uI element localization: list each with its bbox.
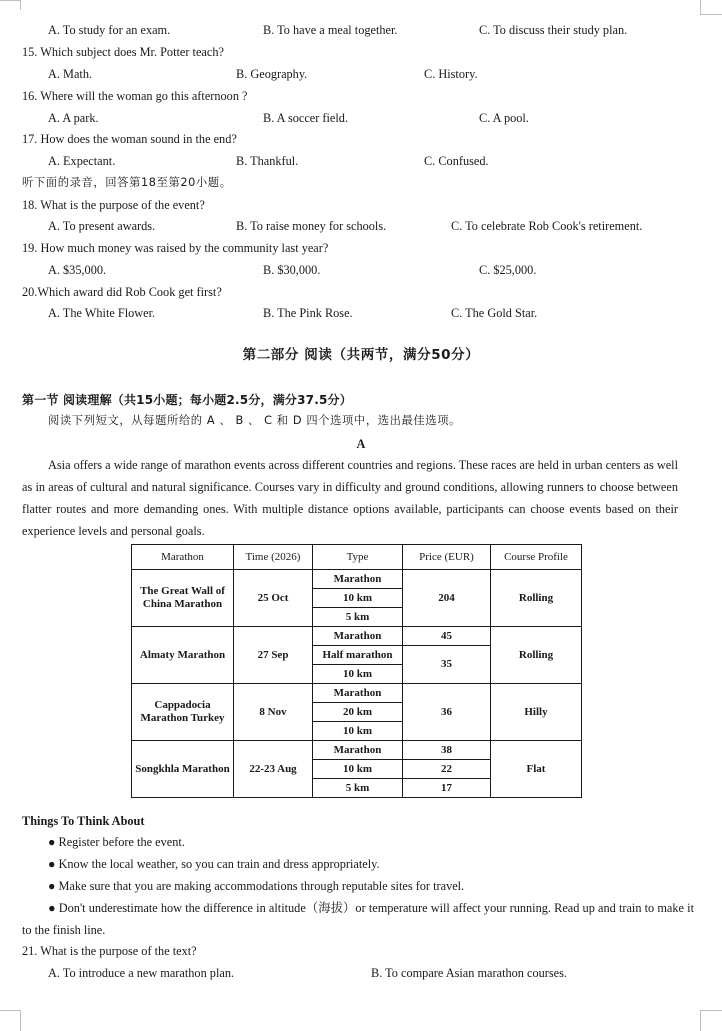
option-b[interactable]: B. To raise money for schools.: [236, 219, 387, 233]
table-row: [132, 570, 582, 589]
race-price: 45: [403, 627, 491, 646]
race-price: 204: [403, 570, 491, 627]
race-type: 10 km: [313, 760, 403, 779]
question-text: 16. Where will the woman go this afternoon ?: [22, 89, 248, 103]
option-c[interactable]: C. To celebrate Rob Cook's retirement.: [451, 219, 643, 233]
option-b[interactable]: B. A soccer field.: [263, 111, 349, 125]
race-type: 20 km: [313, 703, 403, 722]
passage-intro: [22, 454, 678, 542]
option-a[interactable]: A. To introduce a new marathon plan.: [48, 966, 235, 980]
column-header: Marathon: [132, 545, 234, 570]
option-c[interactable]: C. The Gold Star.: [451, 306, 538, 320]
option-c[interactable]: C. History.: [424, 67, 478, 81]
race-price: 38: [403, 741, 491, 760]
option-b[interactable]: B. Thankful.: [236, 154, 299, 168]
tips-title: Things To Think About: [22, 814, 145, 828]
passage-intro-text: Asia offers a wide range of marathon events across different countries and regions. These races are held in urban centers as well as in areas of cultural and natural significance. Courses vary in difficulty and ground conditions, allowing runners to choose between flatter routes and more demanding ones. With multiple distance options available, participants can choose events based on their experience levels and personal goals.: [22, 458, 678, 538]
option-a[interactable]: A. $35,000.: [48, 263, 107, 277]
marathon-name: Songkhla Marathon: [132, 741, 234, 798]
marathon-time: 8 Nov: [234, 684, 313, 741]
marathon-name: Almaty Marathon: [132, 627, 234, 684]
option-a[interactable]: A. To study for an exam.: [48, 23, 171, 37]
table-row: [132, 627, 582, 646]
crop-mark-bottom-right: [700, 1010, 701, 1031]
tip-item: [22, 897, 694, 941]
option-b[interactable]: B. $30,000.: [263, 263, 321, 277]
crop-mark-bottom-left: [0, 1010, 21, 1011]
instruction-text: 听下面的录音，回答第18至第20小题。: [22, 176, 232, 189]
crop-mark-top-left: [20, 0, 21, 10]
tip-item: ● Make sure that you are making accommodations through reputable sites for travel.: [48, 879, 465, 893]
crop-mark-top-right: [700, 14, 722, 15]
course-profile: Hilly: [491, 684, 582, 741]
crop-mark-top-left: [0, 0, 21, 1]
passage-label: A: [356, 437, 366, 451]
option-a[interactable]: A. Math.: [48, 67, 93, 81]
marathon-time: 22-23 Aug: [234, 741, 313, 798]
option-c[interactable]: C. $25,000.: [479, 263, 537, 277]
race-type: 10 km: [313, 722, 403, 741]
part-title: 第二部分 阅读（共两节，满分50分）: [242, 347, 480, 363]
crop-mark-bottom-right: [700, 1010, 722, 1011]
course-profile: Rolling: [491, 570, 582, 627]
race-type: Half marathon: [313, 646, 403, 665]
column-header: Course Profile: [491, 545, 582, 570]
option-b[interactable]: B. Geography.: [236, 67, 308, 81]
crop-mark-bottom-left: [20, 1010, 21, 1031]
question-text: 17. How does the woman sound in the end?: [22, 132, 237, 146]
column-header: Type: [313, 545, 403, 570]
marathon-time: 25 Oct: [234, 570, 313, 627]
race-type: 5 km: [313, 779, 403, 798]
race-price: 22: [403, 760, 491, 779]
option-a[interactable]: A. Expectant.: [48, 154, 116, 168]
race-type: Marathon: [313, 570, 403, 589]
race-type: Marathon: [313, 684, 403, 703]
table-row: [132, 684, 582, 703]
table-row: [132, 741, 582, 760]
marathon-name: Cappadocia Marathon Turkey: [132, 684, 234, 741]
option-b[interactable]: B. The Pink Rose.: [263, 306, 353, 320]
race-type: Marathon: [313, 741, 403, 760]
course-profile: Rolling: [491, 627, 582, 684]
marathon-time: 27 Sep: [234, 627, 313, 684]
option-b[interactable]: B. To compare Asian marathon courses.: [371, 966, 567, 980]
marathon-name: The Great Wall of China Marathon: [132, 570, 234, 627]
option-c[interactable]: C. Confused.: [424, 154, 489, 168]
question-text: 15. Which subject does Mr. Potter teach?: [22, 45, 224, 59]
tip-item: ● Register before the event.: [48, 835, 185, 849]
tip-item-text: ● Don't underestimate how the difference in altitude（海拔）or temperature will affect your running. Read up and train to make it to the finish line.: [22, 901, 694, 937]
crop-mark-top-right: [700, 0, 701, 14]
section-instruction: 阅读下列短文，从每题所给的 A 、 B 、 C 和 D 四个选项中，选出最佳选项。: [48, 414, 462, 427]
race-type: 10 km: [313, 665, 403, 684]
option-a[interactable]: A. To present awards.: [48, 219, 156, 233]
option-a[interactable]: A. The White Flower.: [48, 306, 156, 320]
column-header: Time (2026): [234, 545, 313, 570]
section-title: 第一节 阅读理解（共15小题；每小题2.5分，满分37.5分）: [22, 393, 352, 407]
course-profile: Flat: [491, 741, 582, 798]
race-type: 5 km: [313, 608, 403, 627]
race-price: 36: [403, 684, 491, 741]
option-b[interactable]: B. To have a meal together.: [263, 23, 398, 37]
race-type: Marathon: [313, 627, 403, 646]
question-text: 19. How much money was raised by the community last year?: [22, 241, 329, 255]
table-header-row: [132, 545, 582, 570]
option-a[interactable]: A. A park.: [48, 111, 99, 125]
race-price: 17: [403, 779, 491, 798]
marathon-table: [131, 544, 582, 798]
race-price: 35: [403, 646, 491, 684]
question-text: 18. What is the purpose of the event?: [22, 198, 205, 212]
race-type: 10 km: [313, 589, 403, 608]
column-header: Price (EUR): [403, 545, 491, 570]
question-text: 21. What is the purpose of the text?: [22, 944, 197, 958]
option-c[interactable]: C. To discuss their study plan.: [479, 23, 628, 37]
option-c[interactable]: C. A pool.: [479, 111, 529, 125]
question-text: 20.Which award did Rob Cook get first?: [22, 285, 222, 299]
tip-item: ● Know the local weather, so you can train and dress appropriately.: [48, 857, 380, 871]
